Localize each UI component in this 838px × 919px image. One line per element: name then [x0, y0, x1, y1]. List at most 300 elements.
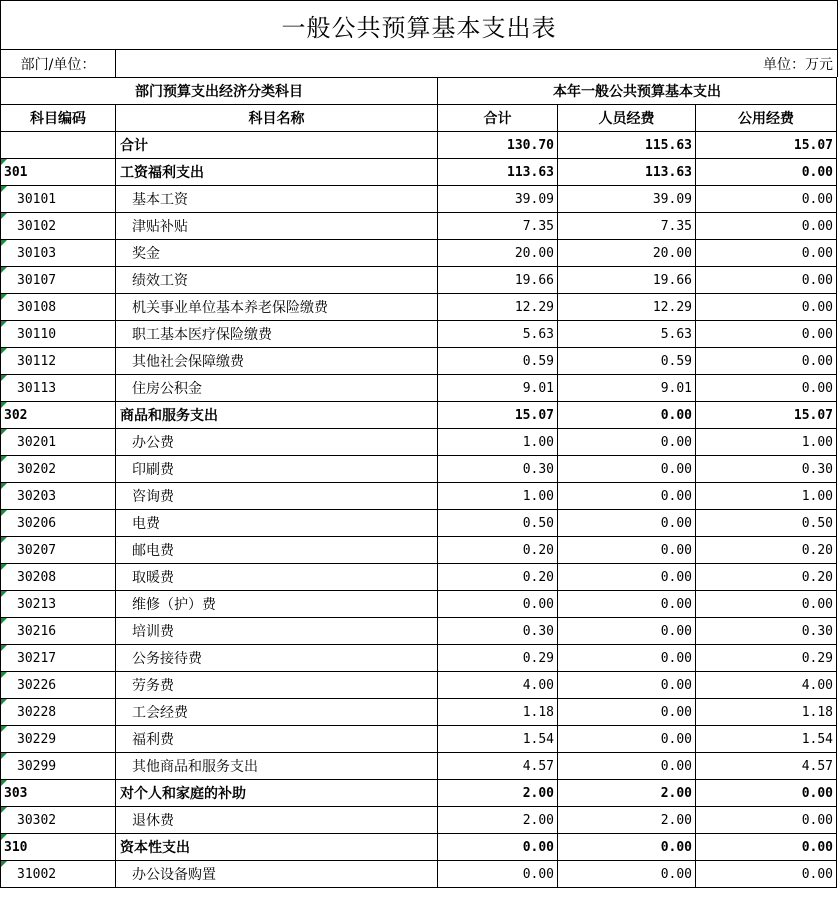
cell-name[interactable]	[116, 510, 438, 537]
cell-code[interactable]	[1, 240, 116, 267]
cell-total[interactable]	[438, 753, 558, 780]
cell-total-text: 0.00	[522, 839, 554, 855]
cell-personnel[interactable]	[558, 564, 696, 591]
cell-marker-icon	[1, 591, 7, 597]
cell-personnel-text: 5.63	[660, 326, 692, 342]
cell-code[interactable]	[1, 834, 116, 861]
cell-marker-icon	[1, 186, 7, 192]
cell-total[interactable]	[438, 645, 558, 672]
cell-public-text: 0.00	[801, 785, 834, 801]
cell-code-text: 30302	[17, 812, 57, 828]
cell-total[interactable]	[438, 321, 558, 348]
table-row-total[interactable]	[1, 132, 837, 159]
cell-code[interactable]	[1, 861, 116, 888]
cell-personnel[interactable]	[558, 672, 696, 699]
cell-name[interactable]	[116, 753, 438, 780]
cell-personnel[interactable]	[558, 591, 696, 618]
cell-code-text: 30226	[17, 677, 57, 693]
cell-public[interactable]	[696, 753, 837, 780]
cell-public-text: 0.00	[801, 866, 834, 882]
cell-public[interactable]	[696, 564, 837, 591]
cell-name[interactable]	[116, 483, 438, 510]
cell-total[interactable]	[438, 591, 558, 618]
cell-name[interactable]	[116, 267, 438, 294]
cell-personnel-text: 0.00	[660, 515, 692, 531]
cell-public[interactable]	[696, 456, 837, 483]
cell-code-text: 30217	[17, 650, 57, 666]
cell-total[interactable]	[438, 861, 558, 888]
cell-public[interactable]	[696, 402, 837, 429]
cell-code-text: 303	[4, 785, 28, 801]
cell-personnel-text: 0.00	[660, 839, 692, 855]
cell-marker-icon	[1, 645, 7, 651]
cell-public[interactable]	[696, 321, 837, 348]
table-row[interactable]	[1, 510, 837, 537]
cell-marker-icon	[1, 672, 7, 678]
cell-marker-icon	[1, 348, 7, 354]
cell-total[interactable]	[438, 672, 558, 699]
cell-code[interactable]	[1, 645, 116, 672]
cell-marker-icon	[1, 564, 7, 570]
cell-public-text: 15.07	[793, 137, 834, 153]
table-row[interactable]	[1, 240, 837, 267]
cell-public-text: 0.30	[801, 623, 834, 639]
cell-personnel[interactable]	[558, 132, 696, 159]
cell-public-text: 0.50	[801, 515, 834, 531]
header-code: 科目编码	[1, 105, 116, 132]
table-row[interactable]	[1, 564, 837, 591]
cell-marker-icon	[1, 483, 7, 489]
cell-total-text: 9.01	[522, 380, 554, 396]
cell-code[interactable]	[1, 267, 116, 294]
cell-personnel[interactable]	[558, 348, 696, 375]
cell-name-text: 津贴补贴	[132, 219, 188, 235]
cell-personnel-text: 0.00	[660, 704, 692, 720]
cell-personnel[interactable]	[558, 321, 696, 348]
cell-total-text: 4.00	[522, 677, 554, 693]
cell-total[interactable]	[438, 240, 558, 267]
cell-code-text: 310	[4, 839, 28, 855]
cell-name-text: 商品和服务支出	[120, 408, 218, 424]
cell-total[interactable]	[438, 618, 558, 645]
cell-total-text: 0.00	[522, 866, 554, 882]
cell-code-text: 302	[4, 407, 28, 423]
cell-marker-icon	[1, 456, 7, 462]
cell-code[interactable]	[1, 375, 116, 402]
cell-personnel[interactable]	[558, 699, 696, 726]
cell-name-text: 工会经费	[132, 705, 188, 721]
cell-personnel-text: 2.00	[660, 812, 692, 828]
table-row[interactable]	[1, 456, 837, 483]
cell-code[interactable]	[1, 780, 116, 807]
cell-code-text: 31002	[17, 866, 57, 882]
cell-total[interactable]	[438, 807, 558, 834]
cell-public[interactable]	[696, 672, 837, 699]
cell-code-text: 30213	[17, 596, 57, 612]
cell-total[interactable]	[438, 537, 558, 564]
cell-name[interactable]	[116, 645, 438, 672]
cell-code-text: 30103	[17, 245, 57, 261]
cell-name[interactable]	[116, 618, 438, 645]
cell-personnel[interactable]	[558, 834, 696, 861]
cell-name[interactable]	[116, 240, 438, 267]
table-row[interactable]	[1, 672, 837, 699]
cell-total[interactable]	[438, 267, 558, 294]
cell-personnel[interactable]	[558, 483, 696, 510]
cell-code-text: 30102	[17, 218, 57, 234]
cell-code-text: 30299	[17, 758, 57, 774]
cell-personnel-text: 0.00	[660, 731, 692, 747]
cell-public[interactable]	[696, 240, 837, 267]
cell-personnel[interactable]	[558, 402, 696, 429]
table-row[interactable]	[1, 483, 837, 510]
cell-public[interactable]	[696, 186, 837, 213]
cell-public[interactable]	[696, 537, 837, 564]
cell-code[interactable]	[1, 213, 116, 240]
cell-personnel[interactable]	[558, 537, 696, 564]
cell-name-text: 咨询费	[132, 489, 174, 505]
cell-public-text: 0.00	[801, 380, 834, 396]
cell-name-text: 公务接待费	[132, 651, 202, 667]
cell-code-text: 30203	[17, 488, 57, 504]
cell-public[interactable]	[696, 429, 837, 456]
cell-name[interactable]	[116, 537, 438, 564]
cell-code-text: 30201	[17, 434, 57, 450]
cell-public[interactable]	[696, 375, 837, 402]
cell-name[interactable]	[116, 861, 438, 888]
cell-public[interactable]	[696, 780, 837, 807]
cell-total[interactable]	[438, 186, 558, 213]
table-row[interactable]	[1, 699, 837, 726]
cell-public-text: 0.00	[801, 299, 834, 315]
cell-total-text: 130.70	[507, 137, 554, 153]
table-row[interactable]	[1, 348, 837, 375]
cell-total[interactable]	[438, 483, 558, 510]
cell-public[interactable]	[696, 510, 837, 537]
table-row[interactable]	[1, 861, 837, 888]
table-row[interactable]	[1, 537, 837, 564]
cell-code[interactable]	[1, 483, 116, 510]
cell-public-text: 0.30	[801, 461, 834, 477]
cell-personnel[interactable]	[558, 375, 696, 402]
cell-total[interactable]	[438, 294, 558, 321]
cell-name-text: 邮电费	[132, 543, 174, 559]
cell-code[interactable]	[1, 672, 116, 699]
cell-personnel-text: 0.00	[660, 461, 692, 477]
cell-public-text: 1.54	[801, 731, 834, 747]
header-name: 科目名称	[116, 105, 438, 132]
cell-name-text: 对个人和家庭的补助	[120, 786, 246, 802]
cell-public-text: 0.00	[801, 272, 834, 288]
cell-name[interactable]	[116, 375, 438, 402]
cell-public-text: 0.29	[801, 650, 834, 666]
cell-total[interactable]	[438, 213, 558, 240]
cell-personnel-text: 9.01	[660, 380, 692, 396]
cell-name[interactable]	[116, 672, 438, 699]
cell-marker-icon	[1, 240, 7, 246]
cell-personnel[interactable]	[558, 294, 696, 321]
cell-name[interactable]	[116, 834, 438, 861]
cell-code-text: 30108	[17, 299, 57, 315]
cell-code[interactable]	[1, 753, 116, 780]
cell-personnel-text: 0.00	[660, 434, 692, 450]
cell-total[interactable]	[438, 699, 558, 726]
header-personnel: 人员经费	[558, 105, 696, 132]
cell-name-text: 工资福利支出	[120, 165, 204, 181]
table-row-group[interactable]	[1, 780, 837, 807]
cell-total-text: 0.59	[522, 353, 554, 369]
cell-code[interactable]	[1, 537, 116, 564]
cell-code[interactable]	[1, 402, 116, 429]
cell-marker-icon	[1, 510, 7, 516]
cell-total[interactable]	[438, 726, 558, 753]
cell-public-text: 4.00	[801, 677, 834, 693]
table-row[interactable]	[1, 807, 837, 834]
table-row[interactable]	[1, 753, 837, 780]
cell-public[interactable]	[696, 213, 837, 240]
table-row-group[interactable]	[1, 402, 837, 429]
cell-personnel[interactable]	[558, 510, 696, 537]
cell-total[interactable]	[438, 780, 558, 807]
cell-marker-icon	[1, 321, 7, 327]
cell-name-text: 办公费	[132, 435, 174, 451]
cell-total[interactable]	[438, 429, 558, 456]
cell-public[interactable]	[696, 267, 837, 294]
cell-public[interactable]	[696, 807, 837, 834]
cell-public-text: 0.20	[801, 569, 834, 585]
cell-name[interactable]	[116, 591, 438, 618]
cell-name-text: 合计	[120, 138, 148, 154]
table-row[interactable]	[1, 321, 837, 348]
cell-name[interactable]	[116, 456, 438, 483]
cell-public-text: 1.18	[801, 704, 834, 720]
table-row[interactable]	[1, 186, 837, 213]
cell-public-text: 0.00	[801, 596, 834, 612]
header-total: 合计	[438, 105, 558, 132]
cell-name[interactable]	[116, 699, 438, 726]
cell-total-text: 0.00	[522, 596, 554, 612]
cell-public-text: 0.00	[801, 353, 834, 369]
cell-total-text: 5.63	[522, 326, 554, 342]
cell-marker-icon	[1, 726, 7, 732]
cell-name[interactable]	[116, 564, 438, 591]
cell-total[interactable]	[438, 510, 558, 537]
cell-name[interactable]	[116, 726, 438, 753]
cell-marker-icon	[1, 375, 7, 381]
cell-code[interactable]	[1, 294, 116, 321]
cell-public-text: 0.00	[801, 218, 834, 234]
cell-name[interactable]	[116, 348, 438, 375]
cell-name-text: 维修（护）费	[132, 597, 216, 613]
cell-name-text: 取暖费	[132, 570, 174, 586]
cell-code-text: 30110	[17, 326, 57, 342]
cell-personnel[interactable]	[558, 861, 696, 888]
cell-personnel[interactable]	[558, 213, 696, 240]
dept-label: 部门/单位：	[1, 50, 116, 77]
header-public: 公用经费	[696, 105, 837, 132]
cell-code-text: 30228	[17, 704, 57, 720]
cell-personnel[interactable]	[558, 753, 696, 780]
cell-total[interactable]	[438, 159, 558, 186]
cell-total[interactable]	[438, 402, 558, 429]
cell-personnel[interactable]	[558, 186, 696, 213]
cell-code-text: 301	[4, 164, 28, 180]
table-row-group[interactable]	[1, 159, 837, 186]
cell-code[interactable]	[1, 510, 116, 537]
cell-total[interactable]	[438, 348, 558, 375]
table-row[interactable]	[1, 645, 837, 672]
cell-personnel-text: 0.00	[660, 569, 692, 585]
cell-name[interactable]	[116, 321, 438, 348]
table-row[interactable]	[1, 618, 837, 645]
table-row[interactable]	[1, 294, 837, 321]
cell-name[interactable]	[116, 780, 438, 807]
cell-public[interactable]	[696, 699, 837, 726]
cell-total-text: 4.57	[522, 758, 554, 774]
cell-name[interactable]	[116, 294, 438, 321]
cell-personnel-text: 2.00	[660, 785, 692, 801]
cell-personnel[interactable]	[558, 267, 696, 294]
cell-marker-icon	[1, 618, 7, 624]
header-row-columns	[1, 105, 837, 132]
expenditure-table	[0, 77, 837, 888]
cell-total[interactable]	[438, 834, 558, 861]
cell-code[interactable]	[1, 618, 116, 645]
cell-code-text: 30207	[17, 542, 57, 558]
cell-total[interactable]	[438, 564, 558, 591]
cell-name-text: 奖金	[132, 246, 160, 262]
cell-personnel-text: 0.59	[660, 353, 692, 369]
cell-name-text: 办公设备购置	[132, 867, 216, 883]
cell-code-text: 30206	[17, 515, 57, 531]
cell-total-text: 0.20	[522, 569, 554, 585]
cell-public[interactable]	[696, 348, 837, 375]
cell-personnel[interactable]	[558, 159, 696, 186]
cell-name-text: 培训费	[132, 624, 174, 640]
cell-code[interactable]	[1, 591, 116, 618]
cell-personnel[interactable]	[558, 240, 696, 267]
cell-total[interactable]	[438, 456, 558, 483]
unit-row	[0, 49, 838, 77]
cell-total-text: 0.50	[522, 515, 554, 531]
cell-code-text: 30112	[17, 353, 57, 369]
table-row[interactable]	[1, 375, 837, 402]
cell-public[interactable]	[696, 591, 837, 618]
cell-code[interactable]	[1, 564, 116, 591]
cell-code[interactable]	[1, 726, 116, 753]
cell-code[interactable]	[1, 186, 116, 213]
cell-total-text: 2.00	[522, 785, 554, 801]
cell-name[interactable]	[116, 807, 438, 834]
cell-name-text: 电费	[132, 516, 160, 532]
cell-name[interactable]	[116, 132, 438, 159]
cell-name[interactable]	[116, 213, 438, 240]
cell-personnel[interactable]	[558, 780, 696, 807]
cell-name-text: 绩效工资	[132, 273, 188, 289]
cell-name[interactable]	[116, 159, 438, 186]
cell-public[interactable]	[696, 726, 837, 753]
cell-code[interactable]	[1, 348, 116, 375]
cell-code-text: 30101	[17, 191, 57, 207]
cell-personnel-text: 0.00	[660, 488, 692, 504]
cell-public[interactable]	[696, 159, 837, 186]
cell-total-text: 15.07	[514, 407, 554, 423]
cell-public[interactable]	[696, 618, 837, 645]
cell-public[interactable]	[696, 645, 837, 672]
cell-code[interactable]	[1, 132, 116, 159]
cell-public[interactable]	[696, 834, 837, 861]
table-row-group[interactable]	[1, 834, 837, 861]
cell-personnel[interactable]	[558, 726, 696, 753]
cell-public-text: 0.00	[801, 812, 834, 828]
header-group-left: 部门预算支出经济分类科目	[1, 78, 438, 105]
cell-public[interactable]	[696, 294, 837, 321]
cell-public[interactable]	[696, 132, 837, 159]
cell-code[interactable]	[1, 456, 116, 483]
cell-personnel[interactable]	[558, 429, 696, 456]
cell-marker-icon	[1, 861, 7, 867]
cell-name[interactable]	[116, 429, 438, 456]
cell-marker-icon	[1, 699, 7, 705]
table-row[interactable]	[1, 213, 837, 240]
cell-marker-icon	[1, 267, 7, 273]
table-row[interactable]	[1, 726, 837, 753]
cell-name-text: 退休费	[132, 813, 174, 829]
cell-personnel-text: 0.00	[660, 542, 692, 558]
cell-personnel-text: 0.00	[660, 623, 692, 639]
cell-personnel[interactable]	[558, 618, 696, 645]
cell-public-text: 0.00	[801, 164, 834, 180]
cell-personnel-text: 20.00	[652, 245, 692, 261]
cell-name-text: 资本性支出	[120, 840, 190, 856]
header-row-group	[1, 78, 837, 105]
cell-code-text: 30202	[17, 461, 57, 477]
cell-public-text: 15.07	[793, 407, 834, 423]
cell-name-text: 印刷费	[132, 462, 174, 478]
cell-code[interactable]	[1, 429, 116, 456]
cell-personnel-text: 0.00	[660, 650, 692, 666]
cell-personnel[interactable]	[558, 807, 696, 834]
cell-public[interactable]	[696, 483, 837, 510]
table-row[interactable]	[1, 267, 837, 294]
cell-personnel[interactable]	[558, 456, 696, 483]
cell-total[interactable]	[438, 375, 558, 402]
cell-name[interactable]	[116, 402, 438, 429]
cell-personnel-text: 0.00	[660, 596, 692, 612]
cell-public-text: 0.20	[801, 542, 834, 558]
cell-public-text: 1.00	[801, 434, 834, 450]
cell-public-text: 0.00	[801, 245, 834, 261]
cell-public[interactable]	[696, 861, 837, 888]
cell-code[interactable]	[1, 159, 116, 186]
cell-code[interactable]	[1, 321, 116, 348]
table-row[interactable]	[1, 591, 837, 618]
cell-name-text: 劳务费	[132, 678, 174, 694]
cell-total-text: 20.00	[514, 245, 554, 261]
cell-name-text: 福利费	[132, 732, 174, 748]
page-title: 一般公共预算基本支出表	[0, 0, 838, 49]
cell-personnel-text: 12.29	[652, 299, 692, 315]
cell-name[interactable]	[116, 186, 438, 213]
table-row[interactable]	[1, 429, 837, 456]
cell-personnel[interactable]	[558, 645, 696, 672]
cell-personnel-text: 0.00	[660, 407, 692, 423]
cell-total[interactable]	[438, 132, 558, 159]
cell-total-text: 7.35	[522, 218, 554, 234]
cell-total-text: 1.00	[522, 488, 554, 504]
cell-code[interactable]	[1, 807, 116, 834]
cell-code[interactable]	[1, 699, 116, 726]
